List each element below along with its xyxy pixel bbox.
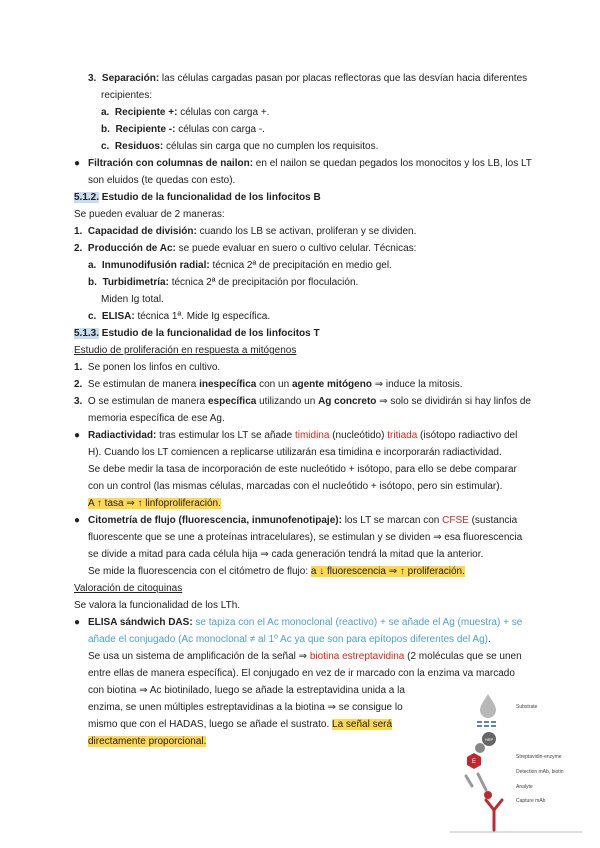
elisa-item (88, 616, 522, 630)
text: ⇒ solo se dividirán si hay linfos de (376, 396, 531, 407)
filtration-item (88, 157, 532, 171)
text: Se estimulan de manera (87, 379, 200, 390)
text: Se usa un sistema de amplificación de la señal ⇒ (88, 651, 310, 662)
text: son eluidos (te quedas con esto). (88, 175, 236, 186)
text: enzima, se unen múltiples estreptavidinas a la biotina ⇒ se consigue lo (88, 702, 403, 713)
subheading: Estudio de proliferación en respuesta a mitógenos (74, 345, 297, 356)
paragraph: Se pueden evaluar de 2 maneras: (74, 209, 225, 220)
term: ELISA sándwich DAS: (88, 617, 193, 628)
text: células sin carga que no cumplen los requisitos. (163, 141, 379, 152)
figure-label: Substrate (516, 704, 538, 710)
term: Ag concreto (318, 396, 377, 407)
term: agente mitógeno (291, 379, 372, 390)
text: técnica 2ª de precipitación por floculación. (168, 277, 359, 288)
term: Filtración con columnas de nailon: (88, 158, 254, 169)
text: fluorescente que se une a proteínas intracelulares), se estimulan y se dividen ⇒ esa fluorescencia (88, 532, 523, 543)
list-letter: c. (101, 141, 110, 152)
text: entre ellas de manera específica). El conjugado en vez de ir marcado con la enzima va marcado (88, 668, 515, 679)
text: utilizando un (256, 396, 319, 407)
paragraph: Se valora la funcionalidad de los LTh. (74, 600, 241, 611)
list-item (74, 225, 416, 239)
list-letter: b. (88, 277, 97, 288)
bullet-icon: ● (74, 158, 81, 169)
text: técnica 1ª. Mide Ig específica. (134, 311, 271, 322)
blue-text: se tapiza con el Ac monoclonal (reactivo) + se añade el Ag (muestra) + se (192, 617, 523, 628)
text: con un control (las mismas células, marcadas con el nucleótido + isótopo, pero sin estimular). (88, 481, 503, 492)
text: cuando los LB se activan, proliferan y se dividen. (196, 226, 417, 237)
list-item (74, 395, 531, 409)
text: técnica 2ª de precipitación en medio gel. (209, 260, 392, 271)
highlighted-text: A ↑ tasa ⇒ ↑ linfoproliferación. (88, 498, 221, 509)
text-line (88, 735, 206, 749)
term: Citometría de flujo (fluorescencia, inmunofenotipaje): (88, 515, 342, 526)
text: Se mide la fluorescencia con el citómetro de flujo: (88, 566, 311, 577)
substrate-drop-icon (480, 694, 496, 718)
blue-text: añade el conjugado (Ac monoclonal ≠ al 1º Ac ya que son para epítopos diferentes del Ag) (88, 634, 488, 645)
list-number: 2. (74, 379, 83, 390)
text: Se ponen los linfos en cultivo. (87, 362, 221, 373)
bullet-icon: ● (74, 515, 81, 526)
term: Producción de Ac: (87, 243, 176, 254)
list-number: 2. (74, 243, 83, 254)
cytometry-item (88, 514, 517, 528)
term: Radiactividad: (88, 430, 157, 441)
list-letter: c. (88, 311, 97, 322)
enzyme-label: E (471, 759, 477, 765)
section-number: 5.1.3. (74, 328, 100, 339)
elisa-sandwich-figure (450, 690, 590, 840)
separation-item (88, 72, 527, 86)
figure-label: Detection mAb, biotin (516, 769, 564, 775)
text: memoria específica de ese Ag. (88, 413, 225, 424)
sub-item (101, 106, 269, 120)
list-letter: a. (88, 260, 97, 271)
highlighted-text: a ↓ fluorescencia ⇒ ↑ proliferación. (310, 566, 465, 577)
text: células con carga +. (177, 107, 270, 118)
text: (2 moléculas que se unen (404, 651, 522, 662)
list-item (74, 242, 416, 256)
detection-antibody-icon (466, 774, 486, 790)
text: (nucleótido) (329, 430, 388, 441)
text: con un (256, 379, 292, 390)
term: inespecífica (199, 379, 257, 390)
sub-item (101, 123, 265, 137)
capture-antibody-icon (486, 800, 502, 830)
text-line (88, 565, 465, 579)
list-number: 3. (74, 396, 83, 407)
figure-label: Streptavidin-enzyme (516, 754, 562, 760)
term: Recipiente +: (114, 107, 178, 118)
section-number: 5.1.2. (74, 192, 100, 203)
text: las células cargadas pasan por placas reflectoras que las desvían hacia diferentes (159, 73, 528, 84)
list-number: 1. (74, 362, 83, 373)
term: Separación: (101, 73, 160, 84)
section-title: Estudio de la funcionalidad de los linfocitos T (99, 328, 320, 339)
sub-item (101, 140, 378, 154)
text-line (88, 718, 392, 732)
text: (isótopo radiactivo del (417, 430, 518, 441)
text-line (88, 650, 522, 664)
list-number: 1. (74, 226, 83, 237)
conclusion (88, 497, 221, 511)
term: ELISA: (101, 311, 135, 322)
sub-item (88, 310, 270, 324)
term: Turbidimetría: (102, 277, 169, 288)
term: Inmunodifusión radial: (101, 260, 210, 271)
section-heading-512 (74, 191, 321, 205)
text: O se estimulan de manera (87, 396, 208, 407)
text: se puede evaluar en suero o cultivo celular. Técnicas: (175, 243, 417, 254)
highlighted-text: directamente proporcional. (88, 736, 207, 747)
text-line (88, 633, 491, 647)
highlight-term: tritiada (387, 430, 418, 441)
hrp-label: HRP (484, 737, 494, 742)
sub-item (88, 276, 358, 290)
text: tras estimular los LT se añade (156, 430, 295, 441)
signal-dashes (477, 721, 496, 727)
list-item (74, 361, 220, 375)
elisa-diagram (450, 690, 590, 840)
radioactivity-item (88, 429, 517, 443)
highlight-term: CFSE (442, 515, 469, 526)
text: mismo que con el HADAS, luego se añade el sustrato. (88, 719, 333, 730)
list-item (74, 378, 463, 392)
text: (sustancia (468, 515, 518, 526)
list-letter: a. (101, 107, 110, 118)
list-number: 3. (88, 73, 97, 84)
section-heading-513 (74, 327, 320, 341)
section-title: Estudio de la funcionalidad de los linfocitos B (99, 192, 321, 203)
term: Residuos: (114, 141, 164, 152)
term: específica (207, 396, 257, 407)
highlighted-text: La señal será (332, 719, 393, 730)
text: en el nailon se quedan pegados los monocitos y los LB, los LT (253, 158, 532, 169)
text: . (487, 634, 491, 645)
bullet-icon: ● (74, 430, 81, 441)
highlight-term: timidina (294, 430, 330, 441)
figure-label: Capture mAb (516, 798, 546, 804)
sub-item (88, 259, 392, 273)
list-letter: b. (101, 124, 110, 135)
text: recipientes: (101, 90, 153, 101)
text: ⇒ induce la mitosis. (371, 379, 463, 390)
figure-label: Analyte (516, 784, 533, 790)
subheading: Valoración de citoquinas (74, 583, 183, 594)
highlight-term: biotina estreptavidina (309, 651, 405, 662)
text: Se debe medir la tasa de incorporación de este nucleótido + isótopo, para ello se debe comparar (88, 464, 517, 475)
text: Miden Ig total. (101, 294, 164, 305)
analyte-icon (484, 791, 492, 799)
text: H). Cuando los LT comiencen a replicarse utilizarán esa timidina e incorporarán radiactividad. (88, 447, 502, 458)
term: Capacidad de división: (87, 226, 197, 237)
text: se divide a mitad para cada célula hija ⇒ cada generación tendrá la mitad que la anterior. (88, 549, 484, 560)
bullet-icon: ● (74, 617, 81, 628)
term: Recipiente -: (115, 124, 176, 135)
text: células con carga -. (175, 124, 265, 135)
streptavidin-icon (475, 743, 485, 753)
text: con biotina ⇒ Ac biotinilado, luego se añade la estreptavidina unida a la (88, 685, 405, 696)
text: los LT se marcan con (341, 515, 443, 526)
